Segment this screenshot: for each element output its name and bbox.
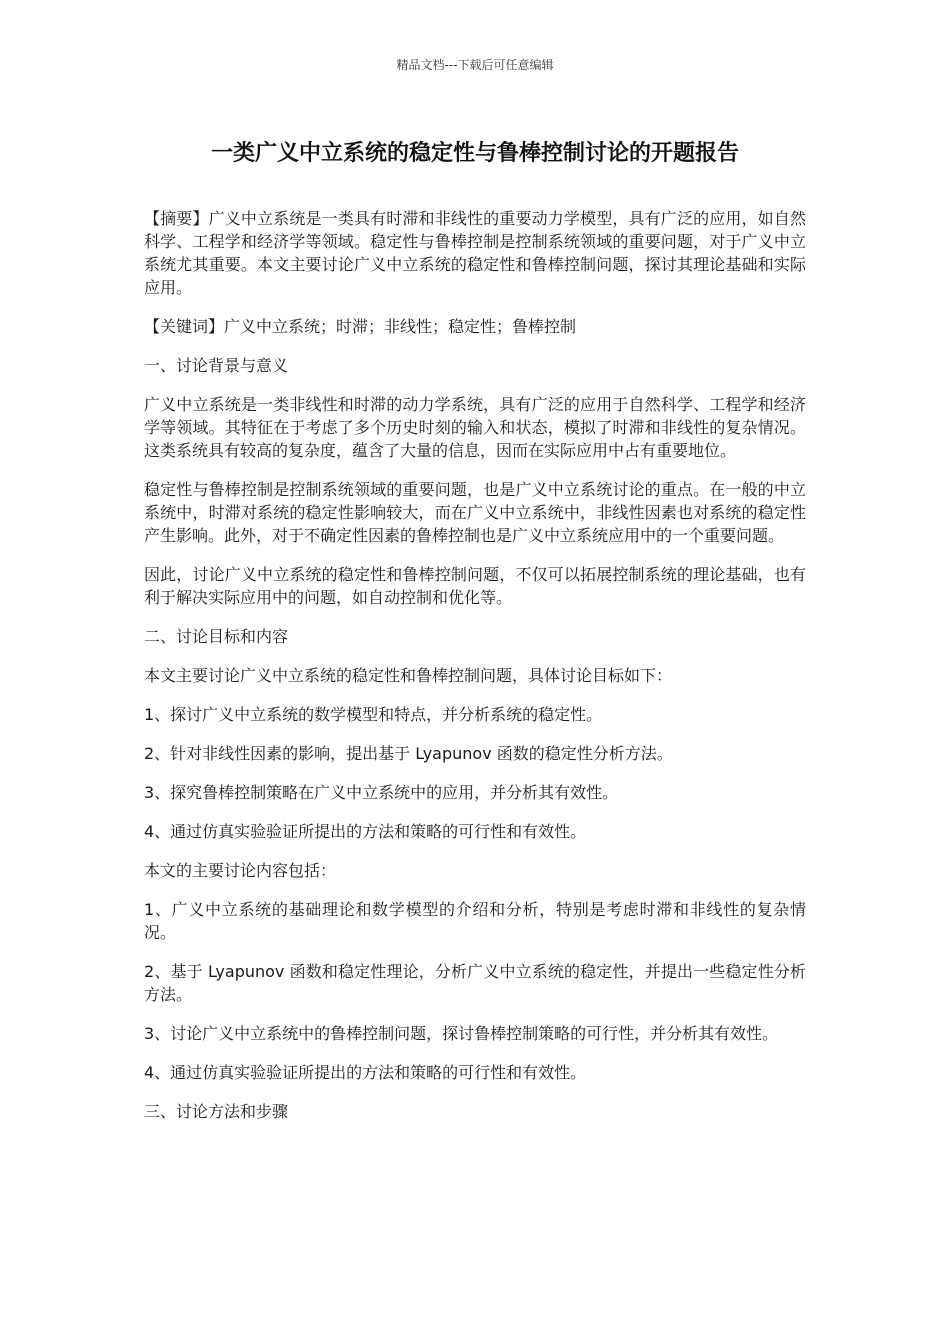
goal-item: 3、探究鲁棒控制策略在广义中立系统中的应用，并分析其有效性。: [144, 783, 619, 802]
section-heading-methods: 三、讨论方法和步骤: [144, 1102, 289, 1121]
goals-intro: 本文主要讨论广义中立系统的稳定性和鲁棒控制问题，具体讨论目标如下：: [144, 666, 673, 685]
section-heading-background: 一、讨论背景与意义: [144, 356, 289, 375]
contents-intro: 本文的主要讨论内容包括：: [144, 861, 337, 880]
background-paragraph: 广义中立系统是一类非线性和时滞的动力学系统，具有广泛的应用于自然科学、工程学和经济学等领域。其特征在于考虑了多个历史时刻的输入和状态，模拟了时滞和非线性的复杂情况。这类系统具有较高的复杂度，蕴含了大量的信息，因而在实际应用中占有重要地位。: [144, 395, 806, 460]
document-title: 一类广义中立系统的稳定性与鲁棒控制讨论的开题报告: [210, 141, 739, 166]
header-note: 精品文档---下载后可任意编辑: [396, 58, 554, 72]
goal-item: 4、通过仿真实验验证所提出的方法和策略的可行性和有效性。: [144, 822, 587, 841]
section-heading-goals: 二、讨论目标和内容: [144, 627, 289, 646]
goal-item: 2、针对非线性因素的影响，提出基于 Lyapunov 函数的稳定性分析方法。: [144, 744, 673, 763]
goal-item: 1、探讨广义中立系统的数学模型和特点，并分析系统的稳定性。: [144, 705, 603, 724]
document-body: [144, 207, 806, 1139]
background-paragraph: 因此，讨论广义中立系统的稳定性和鲁棒控制问题，不仅可以拓展控制系统的理论基础，也有利于解决实际应用中的问题，如自动控制和优化等。: [144, 565, 806, 607]
content-item: 2、基于 Lyapunov 函数和稳定性理论，分析广义中立系统的稳定性，并提出一些稳定性分析方法。: [144, 962, 806, 1004]
content-item: 3、讨论广义中立系统中的鲁棒控制问题，探讨鲁棒控制策略的可行性，并分析其有效性。: [144, 1024, 779, 1043]
background-paragraph: 稳定性与鲁棒控制是控制系统领域的重要问题，也是广义中立系统讨论的重点。在一般的中立系统中，时滞对系统的稳定性影响较大，而在广义中立系统中，非线性因素也对系统的稳定性产生影响。此外，对于不确定性因素的鲁棒控制也是广义中立系统应用中的一个重要问题。: [144, 480, 806, 545]
content-item: 1、广义中立系统的基础理论和数学模型的介绍和分析，特别是考虑时滞和非线性的复杂情况。: [144, 900, 806, 942]
abstract-paragraph: 【摘要】广义中立系统是一类具有时滞和非线性的重要动力学模型，具有广泛的应用，如自然科学、工程学和经济学等领域。稳定性与鲁棒控制是控制系统领域的重要问题，对于广义中立系统尤其重要。本文主要讨论广义中立系统的稳定性和鲁棒控制问题，探讨其理论基础和实际应用。: [144, 209, 806, 297]
content-item: 4、通过仿真实验验证所提出的方法和策略的可行性和有效性。: [144, 1063, 587, 1082]
keywords-paragraph: 【关键词】广义中立系统；时滞；非线性；稳定性；鲁棒控制: [144, 317, 577, 336]
